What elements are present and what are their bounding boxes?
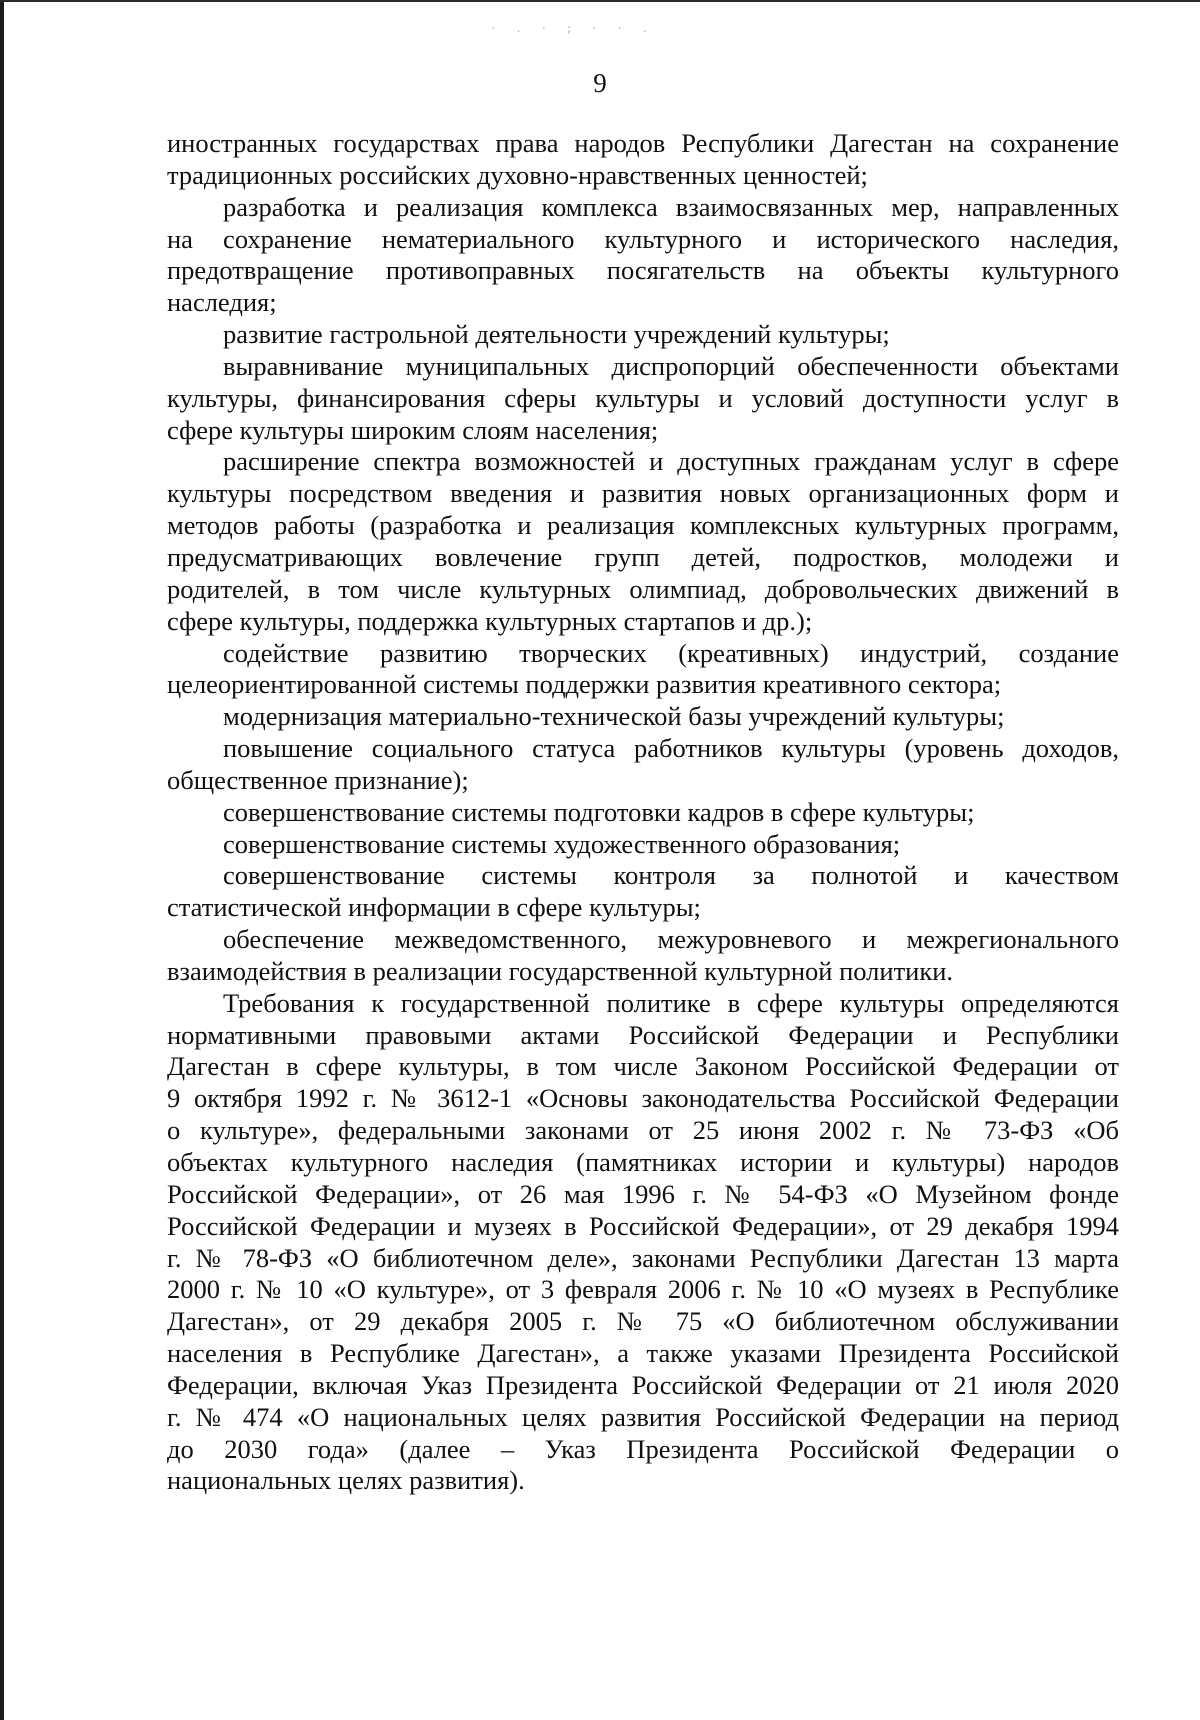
text-line: культуры посредством введения и развития новых организационных форм и <box>167 478 1119 509</box>
text-line: расширение спектра возможностей и доступных гражданам услуг в сфере <box>223 446 1119 477</box>
text-line: целеориентированной системы поддержки развития креативного сектора; <box>167 669 1002 700</box>
text-line: совершенствование системы контроля за полнотой и качеством <box>223 860 1119 891</box>
text-line: до 2030 года» (далее – Указ Президента Российской Федерации о <box>167 1433 1119 1464</box>
text-line: национальных целях развития). <box>167 1465 525 1496</box>
scan-edge-left <box>0 0 4 1720</box>
text-line: на сохранение нематериального культурного и исторического наследия, <box>167 223 1119 254</box>
text-line: культуры, финансирования сферы культуры и условий доступности услуг в <box>167 382 1119 413</box>
text-line: родителей, в том числе культурных олимпиад, добровольческих движений в <box>167 573 1119 604</box>
text-line: о культуре», федеральными законами от 25 июня 2002 г. № 73-ФЗ «Об <box>167 1115 1119 1146</box>
text-line: 9 октября 1992 г. № 3612-1 «Основы законодательства Российской Федерации <box>167 1083 1119 1114</box>
text-line: Федерации, включая Указ Президента Российской Федерации от 21 июля 2020 <box>167 1369 1119 1400</box>
text-line: модернизация материально-технической базы учреждений культуры; <box>223 701 1005 732</box>
text-line: общественное признание); <box>167 764 469 795</box>
text-line: объектах культурного наследия (памятниках истории и культуры) народов <box>167 1147 1119 1177</box>
text-line: совершенствование системы подготовки кадров в сфере культуры; <box>223 796 975 827</box>
text-line: обеспечение межведомственного, межуровневого и межрегионального <box>223 924 1119 955</box>
text-line: традиционных российских духовно-нравственных ценностей; <box>167 159 868 190</box>
text-line: содействие развитию творческих (креативных) индустрий, создание <box>223 637 1119 668</box>
text-line: выравнивание муниципальных диспропорций обеспеченности объектами <box>223 350 1119 381</box>
document-body <box>167 128 1119 1497</box>
text-line: Российской Федерации и музеях в Российской Федерации», от 29 декабря 1994 <box>167 1210 1119 1241</box>
text-line: предотвращение противоправных посягательств на объекты культурного <box>167 255 1119 286</box>
text-line: методов работы (разработка и реализация комплексных культурных программ, <box>167 510 1119 541</box>
scan-noise-marks: · . · ; · · . <box>490 22 655 35</box>
text-line: предусматривающих вовлечение групп детей, подростков, молодежи и <box>167 541 1119 572</box>
text-line: Требования к государственной политике в сфере культуры определяются <box>223 987 1119 1018</box>
page-number: 9 <box>593 68 607 98</box>
text-line: статистической информации в сфере культуры; <box>167 892 701 923</box>
text-line: населения в Республике Дагестан», а также указами Президента Российской <box>167 1338 1119 1369</box>
text-line: сфере культуры, поддержка культурных стартапов и др.); <box>167 605 813 636</box>
text-line: сфере культуры широким слоям населения; <box>167 414 659 445</box>
text-line: повышение социального статуса работников культуры (уровень доходов, <box>223 733 1119 764</box>
text-line: наследия; <box>167 287 277 318</box>
text-line: 2000 г. № 10 «О культуре», от 3 февраля 2006 г. № 10 «О музеях в Республике <box>167 1274 1119 1305</box>
text-line: совершенствование системы художественного образования; <box>223 828 901 859</box>
text-line: иностранных государствах права народов Республики Дагестан на сохранение <box>167 128 1119 158</box>
text-line: разработка и реализация комплекса взаимосвязанных мер, направленных <box>223 191 1119 222</box>
text-line: Дагестан», от 29 декабря 2005 г. № 75 «О библиотечном обслуживании <box>167 1306 1119 1337</box>
scan-edge-top <box>0 0 1200 2</box>
text-line: нормативными правовыми актами Российской Федерации и Республики <box>167 1019 1119 1050</box>
text-line: г. № 474 «О национальных целях развития Российской Федерации на период <box>167 1401 1119 1432</box>
text-line: Дагестан в сфере культуры, в том числе Законом Российской Федерации от <box>167 1051 1119 1082</box>
text-line: развитие гастрольной деятельности учреждений культуры; <box>223 319 890 350</box>
text-line: Российской Федерации», от 26 мая 1996 г. № 54-ФЗ «О Музейном фонде <box>167 1178 1119 1209</box>
text-line: г. № 78-ФЗ «О библиотечном деле», законами Республики Дагестан 13 марта <box>167 1242 1119 1273</box>
text-line: взаимодействия в реализации государственной культурной политики. <box>167 955 954 986</box>
